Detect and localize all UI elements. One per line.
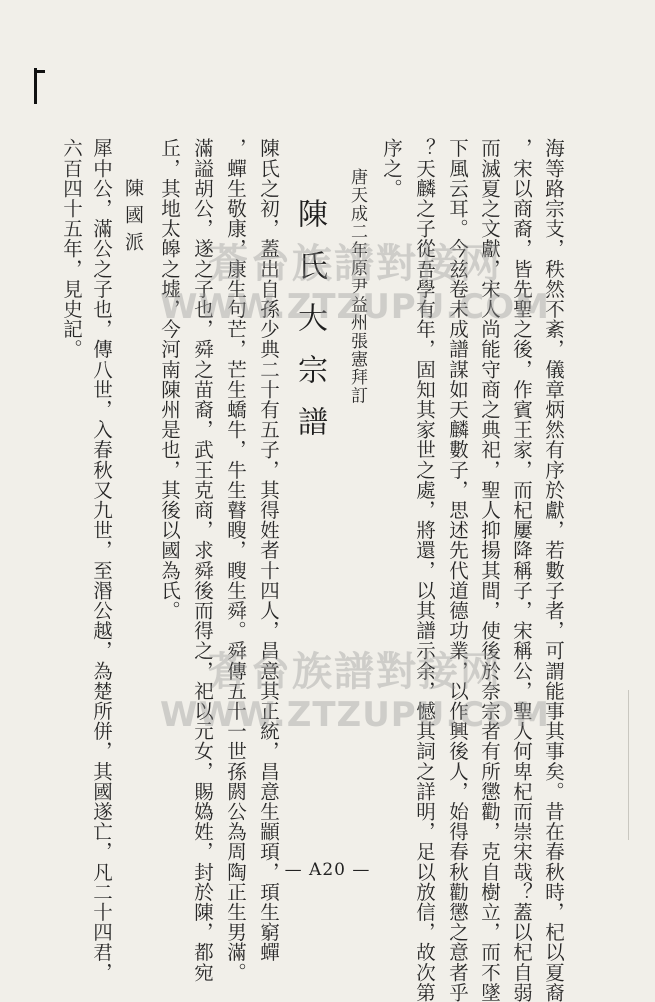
page-edge-line xyxy=(628,690,629,840)
genealogy-title: 陳氏大宗譜 xyxy=(292,198,327,458)
section-heading: 陳國派 xyxy=(122,178,144,259)
preface-signature: 唐天成二年原尹益州張憲拜訂 xyxy=(347,168,367,405)
binding-corner-mark xyxy=(34,68,37,104)
watermark-top-chinese: 蒼台族譜對接网 xyxy=(208,241,502,287)
preface-column-5: ？天麟之子從吾學有年，固知其家世之處，將還，以其譜示余，憾其詞之詳明，足以放信，故次第 xyxy=(413,138,436,1002)
page-number: — A20 — xyxy=(284,860,371,880)
watermark-top-url: WWW.ZTZUPU.COM xyxy=(160,287,550,327)
main-column-1: 陳氏之初，蓋出自孫少典二十有五子，其得姓者十四人，昌意其正統，昌意生顓頊，頊生窮蟬 xyxy=(257,138,280,963)
preface-column-3: 而滅夏之文獻，宋人尚能守商之典祀，聖人抑揚其間，使後於奈宗者有所懲勸，克自樹立，而不墜 xyxy=(478,138,501,1002)
watermark-bottom-url: WWW.ZTZUPU.COM xyxy=(160,695,550,735)
preface-column-6: 序之。 xyxy=(380,138,403,199)
section-column-2: 六百四十五年，見史記。 xyxy=(60,138,83,360)
preface-column-1: 海等路宗支，秩然不紊，儀章炳然有序於獻，若數子者，可謂能事其事矣。昔在春秋時，杞以夏裔 xyxy=(542,138,565,1002)
main-column-4: 丘，其地太皞之墟，今河南陳州是也，其後以國為氏。 xyxy=(158,138,181,621)
main-column-2: ，蟬生敬康，康生句芒，芒生蟜牛，牛生瞽瞍，瞍生舜。舜傳五十一世孫閼公為周陶正生男滿。 xyxy=(224,138,247,983)
watermark-bottom-chinese: 蒼台族譜對接网 xyxy=(208,649,502,695)
preface-column-4: 下風云耳。今兹卷未成譜謀如天麟數子，思述先代道德功業，以作興後人，始得春秋勸懲之意者乎 xyxy=(446,138,469,1002)
section-column-1: 犀中公，滿公之子也，傳八世，入春秋又九世，至湣公越，為楚所併，其國遂亡，凡二十四君， xyxy=(90,138,113,983)
preface-column-2: ，宋以商裔，皆先聖之後，作賓王家，而杞屢降稱子，宋稱公，聖人何卑杞而崇宋哉？蓋以杞自弱 xyxy=(510,138,533,1002)
main-column-3: 滿謚胡公，遂之子也，舜之苗裔，武王克商，求舜後而得之，祀以元女，賜媯姓，封於陳，都宛 xyxy=(191,138,214,983)
